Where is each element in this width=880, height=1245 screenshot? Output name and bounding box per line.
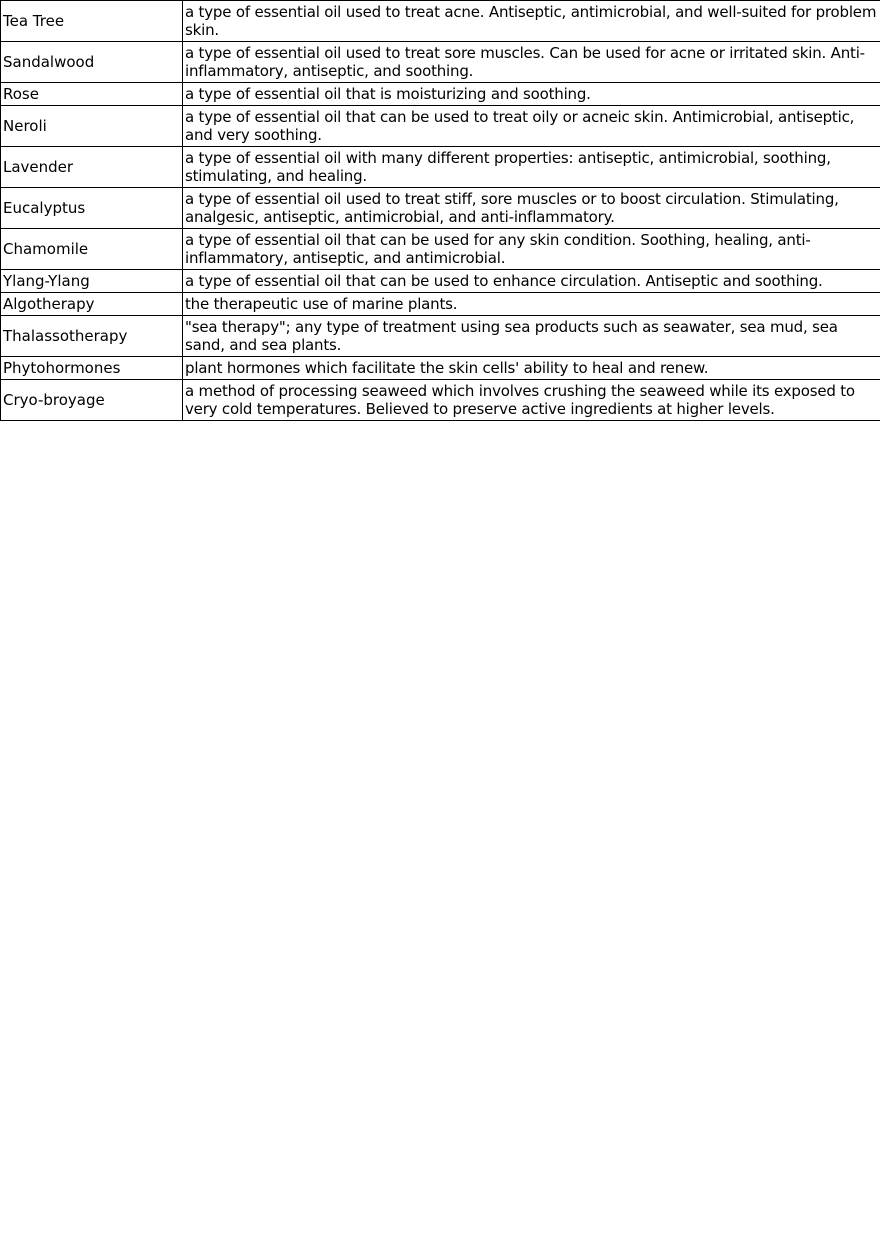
term-cell: Cryo-broyage <box>1 380 183 421</box>
definition-cell: "sea therapy"; any type of treatment using sea products such as seawater, sea mud, sea sand, and sea plants. <box>183 316 880 357</box>
definition-cell: a type of essential oil used to treat sore muscles. Can be used for acne or irritated skin. Anti-inflammatory, antiseptic, and soothing. <box>183 42 880 83</box>
table-row <box>1 380 880 421</box>
definition-cell: a type of essential oil with many different properties: antiseptic, antimicrobial, soothing, stimulating, and healing. <box>183 147 880 188</box>
table-row <box>1 188 880 229</box>
glossary-table <box>0 0 880 421</box>
term-cell: Eucalyptus <box>1 188 183 229</box>
definition-cell: a type of essential oil that can be used for any skin condition. Soothing, healing, anti-inflammatory, antiseptic, and antimicrobial. <box>183 229 880 270</box>
definition-cell: the therapeutic use of marine plants. <box>183 293 880 316</box>
table-row <box>1 357 880 380</box>
term-cell: Tea Tree <box>1 1 183 42</box>
table-row <box>1 147 880 188</box>
term-cell: Neroli <box>1 106 183 147</box>
table-row <box>1 229 880 270</box>
table-row <box>1 293 880 316</box>
term-cell: Rose <box>1 83 183 106</box>
definition-cell: a method of processing seaweed which involves crushing the seaweed while its exposed to very cold temperatures. Believed to preserve active ingredients at higher levels. <box>183 380 880 421</box>
term-cell: Sandalwood <box>1 42 183 83</box>
term-cell: Lavender <box>1 147 183 188</box>
term-cell: Ylang-Ylang <box>1 270 183 293</box>
definition-cell: plant hormones which facilitate the skin cells' ability to heal and renew. <box>183 357 880 380</box>
term-cell: Algotherapy <box>1 293 183 316</box>
definition-cell: a type of essential oil used to treat stiff, sore muscles or to boost circulation. Stimulating, analgesic, antiseptic, antimicrobial, and anti-inflammatory. <box>183 188 880 229</box>
table-row <box>1 316 880 357</box>
term-cell: Chamomile <box>1 229 183 270</box>
table-row <box>1 42 880 83</box>
term-cell: Thalassotherapy <box>1 316 183 357</box>
table-row <box>1 1 880 42</box>
term-cell: Phytohormones <box>1 357 183 380</box>
definition-cell: a type of essential oil used to treat acne. Antiseptic, antimicrobial, and well-suited for problem skin. <box>183 1 880 42</box>
table-row <box>1 83 880 106</box>
table-row <box>1 106 880 147</box>
table-row <box>1 270 880 293</box>
glossary-body <box>1 1 880 421</box>
definition-cell: a type of essential oil that can be used to treat oily or acneic skin. Antimicrobial, antiseptic, and very soothing. <box>183 106 880 147</box>
definition-cell: a type of essential oil that is moisturizing and soothing. <box>183 83 880 106</box>
definition-cell: a type of essential oil that can be used to enhance circulation. Antiseptic and soothing. <box>183 270 880 293</box>
